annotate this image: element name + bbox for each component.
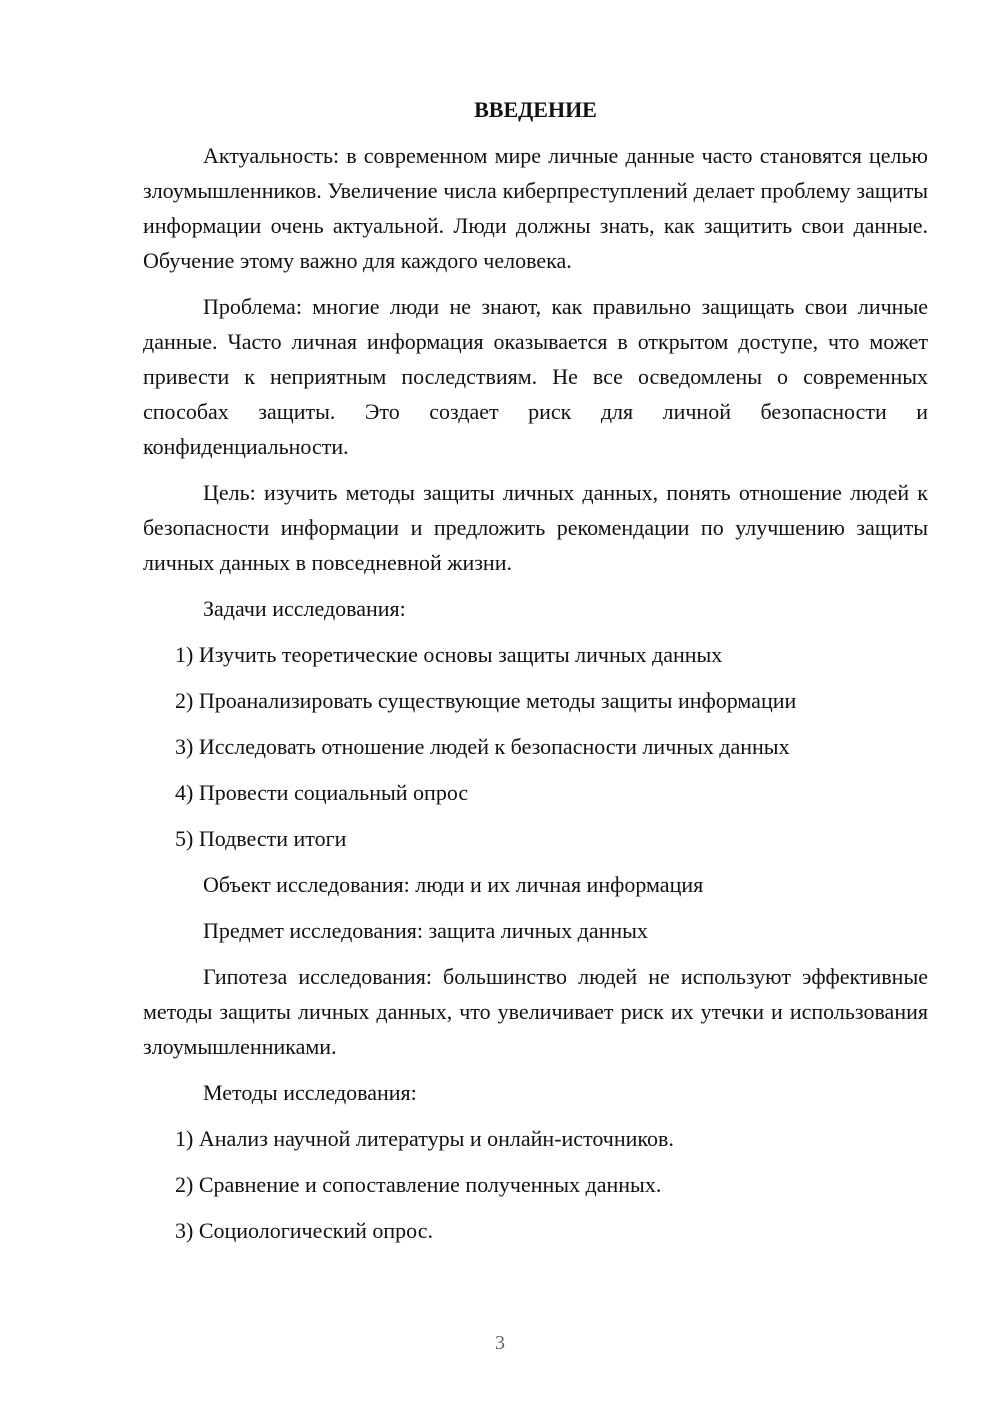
- task-item-3: 3) Исследовать отношение людей к безопасности личных данных: [175, 734, 790, 759]
- page-number: 3: [495, 1332, 505, 1354]
- research-object: Объект исследования: люди и их личная информация: [203, 872, 704, 897]
- paragraph-goal: Цель: изучить методы защиты личных данных, понять отношение людей к безопасности информации и предложить рекомендации по улучшению защиты личных данных в повседневной жизни.: [143, 480, 928, 575]
- method-item-2: 2) Сравнение и сопоставление полученных данных.: [175, 1172, 662, 1197]
- task-item-1: 1) Изучить теоретические основы защиты личных данных: [175, 642, 723, 667]
- methods-heading: Методы исследования:: [203, 1080, 417, 1105]
- tasks-heading: Задачи исследования:: [203, 596, 406, 621]
- research-subject: Предмет исследования: защита личных данных: [203, 918, 648, 943]
- page-content: [143, 92, 928, 1259]
- paragraph-relevance: Актуальность: в современном мире личные данные часто становятся целью злоумышленников. Увеличение числа киберпреступлений делает проблему защиты информации очень актуальной. Люди должны знать, как защитить свои данные. Обучение этому важно для каждого человека.: [143, 143, 928, 273]
- method-item-1: 1) Анализ научной литературы и онлайн-источников.: [175, 1126, 674, 1151]
- task-item-5: 5) Подвести итоги: [175, 826, 347, 851]
- task-item-4: 4) Провести социальный опрос: [175, 780, 469, 805]
- paragraph-problem: Проблема: многие люди не знают, как правильно защищать свои личные данные. Часто личная информация оказывается в открытом доступе, что может привести к неприятным последствиям. Не все осведомлены о современных способах защиты. Это создает риск для личной безопасности и конфиденциальности.: [143, 294, 928, 459]
- page-title: ВВЕДЕНИЕ: [474, 97, 597, 122]
- research-hypothesis: Гипотеза исследования: большинство людей не используют эффективные методы защиты личных данных, что увеличивает риск их утечки и использования злоумышленниками.: [143, 964, 928, 1059]
- method-item-3: 3) Социологический опрос.: [175, 1218, 433, 1243]
- task-item-2: 2) Проанализировать существующие методы защиты информации: [175, 688, 797, 713]
